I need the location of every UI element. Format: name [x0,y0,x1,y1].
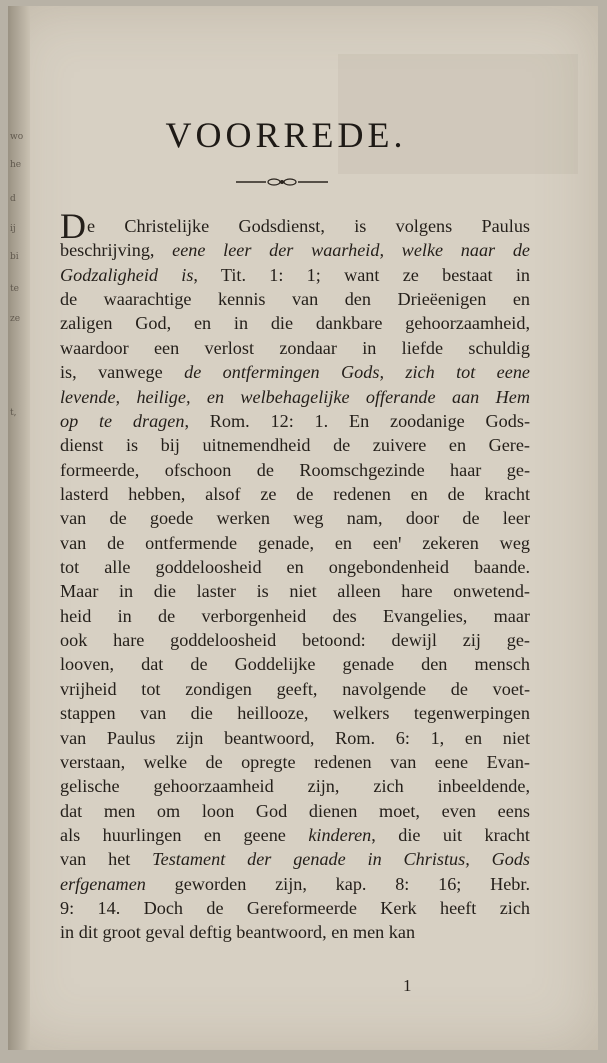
text-line [60,482,530,506]
text-span: formeerde, ofschoon de Roomschgezinde haar ge- [60,459,530,480]
text-span: gelische gehoorzaamheid zijn, zich inbeeldende, [60,776,530,797]
text-line [60,652,530,676]
text-span: van de ontfermende genade, en eenꞌ zekeren weg [60,532,530,553]
text-span: waardoor een verlost zondaar in liefde schuldig [60,337,530,358]
page-title: VOORREDE. [165,115,407,155]
text-line [60,677,530,701]
text-span: heid in de verborgenheid des Evangelies, maar [60,605,530,626]
text-line [60,531,530,555]
margin-mark: ze [10,314,21,324]
text-span: ook hare goddeloosheid betoond: dewijl zij ge- [60,630,530,651]
text-span: de waarachtige kennis van den Drieëenigen en [60,289,530,310]
text-line [60,774,530,798]
text-line [60,896,530,920]
text-line [60,701,530,725]
body-text [60,206,531,945]
text-span: looven, dat de Goddelijke genade den mensch [60,654,530,675]
italic-text: levende, heilige, en welbehagelijke offerande aan Hem [60,386,530,407]
text-span: 9: 14. Doch de Gereformeerde Kerk heeft zich [60,898,530,919]
text-span: in dit groot geval deftig beantwoord, en men kan [60,922,416,943]
text-line [60,433,530,457]
text-span: beschrijving, [60,240,173,261]
text-line [60,726,530,750]
text-span: van het [60,849,153,870]
text-span: zaligen God, en in die dankbare gehoorzaamheid, [60,313,530,334]
text-line [60,847,530,871]
text-span: is, vanwege [60,362,185,383]
first-line-text: e Christelijke Godsdienst, is volgens Paulus [87,216,530,236]
text-line [60,872,530,896]
text-line [60,506,530,530]
text-span: geworden zijn, kap. 8: 16; Hebr. [145,873,530,894]
italic-text: kinderen [308,824,372,845]
margin-mark: t, [10,408,17,418]
text-line [60,311,530,335]
italic-text: de ontfermingen Gods, zich tot eene [184,362,530,383]
text-line [60,409,530,433]
text-span: van Paulus zijn beantwoord, Rom. 6: 1, en niet [60,727,530,748]
italic-text: op te dragen [60,410,185,431]
text-line [60,263,530,287]
text-line [60,238,530,262]
text-line [60,750,530,774]
text-span: dienst is bij uitnemendheid de zuivere en Gere- [60,435,530,456]
italic-text: Godzaligheid is [60,264,194,285]
page-number: 1 [403,976,412,995]
text-span: tot alle goddeloosheid en ongebondenheid baande. [60,557,530,578]
text-line [60,360,530,384]
text-line [60,287,530,311]
drop-cap: D [60,206,86,246]
ornament-divider-icon [236,176,328,188]
text-line [60,336,530,360]
text-line [60,920,530,944]
text-span: , Rom. 12: 1. En zoodanige Gods- [184,410,531,431]
text-line [60,579,530,603]
text-span: verstaan, welke de opregte redenen van eene Evan- [60,751,530,772]
text-line [60,604,530,628]
text-span: stappen van die heillooze, welkers tegenwerpingen [60,703,530,724]
italic-text: erfgenamen [60,873,146,894]
text-span: , Tit. 1: 1; want ze bestaat in [193,264,530,285]
margin-mark: wo [10,132,24,142]
text-span: als huurlingen en geene [60,824,309,845]
text-line [60,823,530,847]
text-line [60,385,530,409]
text-line [60,628,530,652]
text-line [60,206,530,246]
italic-text: Testament der genade in Christus, Gods [152,849,530,870]
text-span: dat men om loon God dienen moet, even eens [60,800,530,821]
margin-mark: d [10,194,16,204]
margin-mark: te [10,284,19,294]
text-span: vrijheid tot zondigen geeft, navolgende de voet- [60,678,530,699]
italic-text: eene leer der waarheid, welke naar de [172,240,530,261]
text-span: Maar in die laster is niet alleen hare onwetend- [60,581,530,602]
text-span: lasterd hebben, alsof ze de redenen en de kracht [60,483,530,504]
text-span: van de goede werken weg nam, door de leer [60,508,530,529]
text-line [60,799,530,823]
book-page [8,6,598,1050]
text-line [60,555,530,579]
margin-mark: bi [10,252,19,262]
margin-mark: ij [10,224,16,234]
text-span: , die uit kracht [371,824,530,845]
text-line [60,458,530,482]
margin-mark: he [10,160,22,170]
